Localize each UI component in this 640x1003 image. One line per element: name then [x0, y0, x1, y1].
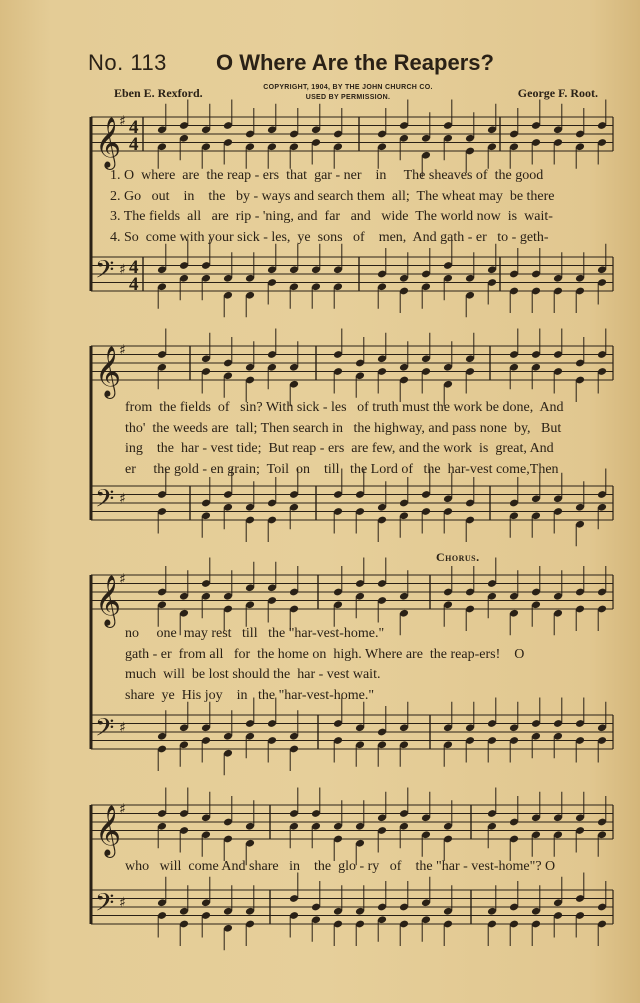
- hymn-number: No. 113: [88, 50, 167, 75]
- lyric-line: tho' the weeds are tall; Then search in the highway, and pass none by, But: [125, 420, 562, 436]
- treble-clef-icon: 𝄞: [95, 575, 122, 626]
- chorus-label: Chorus.: [436, 550, 480, 564]
- copyright-line-1: COPYRIGHT, 1904, BY THE JOHN CHURCH CO.: [263, 84, 433, 91]
- lyric-line: from the fields of sin? With sick - les of truth must the work be done, And: [125, 400, 564, 415]
- time-signature-treble: 4: [129, 117, 139, 138]
- sharp-icon: ♯: [119, 490, 126, 507]
- lyric-line: who will come And share in the glo - ry of the "har - vest-home"? O: [125, 859, 556, 874]
- sharp-icon: ♯: [119, 894, 126, 911]
- composer-credit: George F. Root.: [517, 86, 598, 100]
- lyric-line: 3. The fields all are rip - 'ning, and far and wide The world now is wait-: [110, 209, 553, 224]
- bass-clef-icon: 𝄢: [95, 888, 115, 924]
- lyric-line: er the gold - en grain; Toil on till the Lord of the har-vest come,Then: [125, 461, 559, 477]
- sharp-icon: ♯: [119, 571, 126, 588]
- lyric-line: share ye His joy in the "har-vest-home.": [125, 687, 375, 703]
- lyric-line: 1. O where are the reap - ers that gar - ner in The sheaves of the good: [110, 168, 544, 183]
- sharp-icon: ♯: [119, 719, 126, 736]
- author-credit: Eben E. Rexford.: [114, 86, 203, 100]
- treble-clef-icon: 𝄞: [95, 346, 122, 397]
- lyric-line: 2. Go out in the by - ways and search them all; The wheat may be there: [110, 188, 555, 204]
- sharp-icon: ♯: [119, 801, 126, 818]
- bass-clef-icon: 𝄢: [95, 713, 115, 749]
- lyrics-system-2: [125, 398, 564, 480]
- treble-clef-icon: 𝄞: [95, 117, 122, 168]
- sharp-icon: ♯: [119, 261, 126, 278]
- sharp-icon: ♯: [119, 113, 126, 130]
- sharp-icon: ♯: [119, 342, 126, 359]
- lyric-line: much will be lost should the har - vest wait.: [125, 667, 381, 682]
- time-signature-bass: 4: [129, 274, 139, 295]
- treble-clef-icon: 𝄞: [95, 805, 122, 856]
- copyright-line-2: USED BY PERMISSION.: [305, 94, 391, 101]
- lyric-line: ing the har - vest tide; But reap - ers are few, and the work is great, And: [125, 441, 554, 456]
- hymn-title: O Where Are the Reapers?: [216, 50, 494, 75]
- lyric-line: gath - er from all for the home on high. Where are the reap-ers! O: [125, 646, 525, 662]
- bass-clef-icon: 𝄢: [95, 255, 115, 291]
- lyric-line: 4. So come with your sick - les, ye sons of men, And gath - er to - geth-: [110, 229, 549, 245]
- bass-clef-icon: 𝄢: [95, 484, 115, 520]
- lyrics-system-3: [125, 624, 524, 706]
- time-signature-bass: 4: [129, 257, 139, 278]
- lyrics-system-1: [110, 166, 555, 248]
- lyric-line: no one may rest till the "har-vest-home.": [125, 626, 385, 641]
- lyrics-system-4: [125, 857, 555, 878]
- time-signature-treble: 4: [129, 134, 139, 155]
